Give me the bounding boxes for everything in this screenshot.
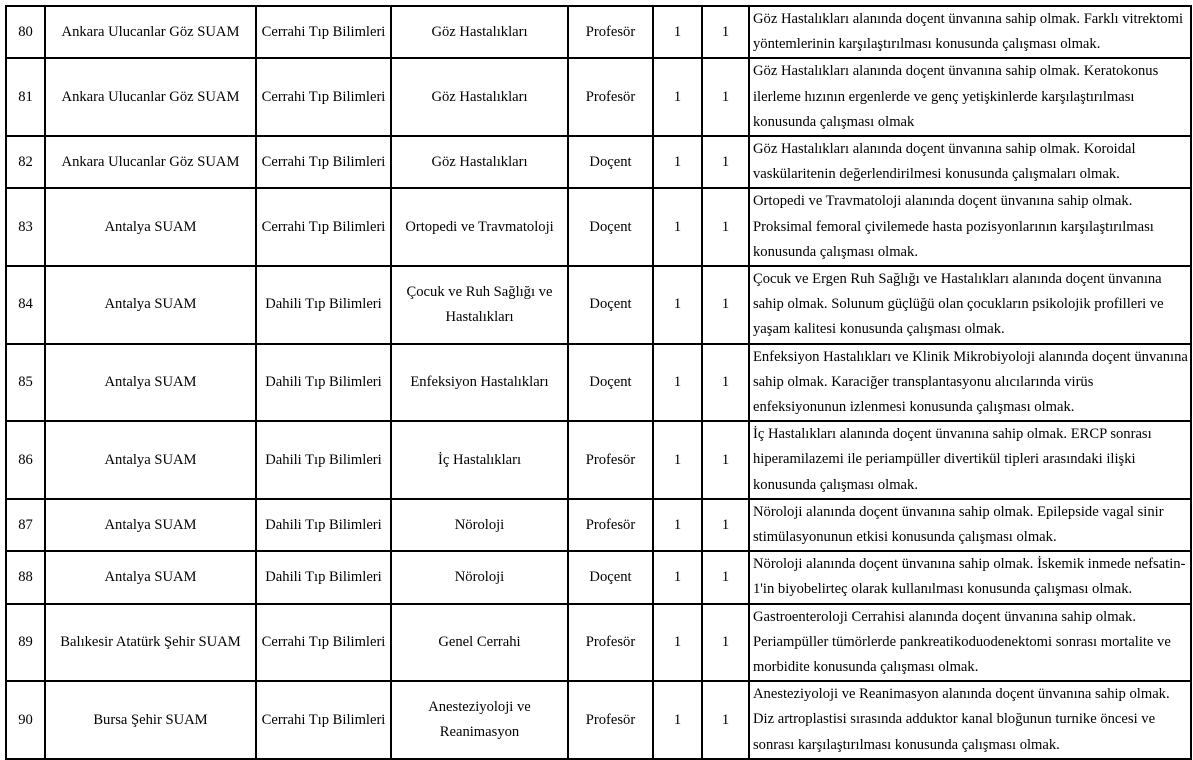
- count2-cell: 1: [702, 499, 749, 551]
- department-cell: Göz Hastalıkları: [391, 136, 568, 188]
- field-cell: Cerrahi Tıp Bilimleri: [256, 58, 391, 136]
- table-row: [6, 604, 1191, 682]
- requirement-cell: Çocuk ve Ergen Ruh Sağlığı ve Hastalıkları alanında doçent ünvanına sahip olmak. Solunum güçlüğü olan çocukların psikolojik profilleri ve yaşam kalitesi konusunda çalışması olmak.: [749, 266, 1191, 344]
- row-number: 85: [6, 344, 45, 422]
- institution-cell: Balıkesir Atatürk Şehir SUAM: [45, 604, 256, 682]
- title-cell: Doçent: [568, 551, 653, 603]
- requirement-cell: Nöroloji alanında doçent ünvanına sahip olmak. İskemik inmede nefsatin-1'in biyobelirteç olarak kullanılması konusunda çalışması olmak.: [749, 551, 1191, 603]
- field-cell: Cerrahi Tıp Bilimleri: [256, 188, 391, 266]
- table-row: [6, 136, 1191, 188]
- title-cell: Profesör: [568, 499, 653, 551]
- department-cell: Genel Cerrahi: [391, 604, 568, 682]
- table-row: [6, 499, 1191, 551]
- title-cell: Doçent: [568, 188, 653, 266]
- department-cell: Ortopedi ve Travmatoloji: [391, 188, 568, 266]
- count2-cell: 1: [702, 421, 749, 499]
- table-body: [6, 6, 1191, 759]
- count1-cell: 1: [653, 344, 702, 422]
- institution-cell: Antalya SUAM: [45, 266, 256, 344]
- requirement-cell: Göz Hastalıkları alanında doçent ünvanına sahip olmak. Koroidal vaskülaritenin değerlendirilmesi konusunda çalışmaları olmak.: [749, 136, 1191, 188]
- field-cell: Dahili Tıp Bilimleri: [256, 344, 391, 422]
- table-row: [6, 58, 1191, 136]
- institution-cell: Ankara Ulucanlar Göz SUAM: [45, 136, 256, 188]
- field-cell: Cerrahi Tıp Bilimleri: [256, 604, 391, 682]
- table-row: [6, 681, 1191, 759]
- count1-cell: 1: [653, 188, 702, 266]
- row-number: 87: [6, 499, 45, 551]
- row-number: 88: [6, 551, 45, 603]
- count1-cell: 1: [653, 58, 702, 136]
- count1-cell: 1: [653, 421, 702, 499]
- requirement-cell: Ortopedi ve Travmatoloji alanında doçent ünvanına sahip olmak. Proksimal femoral çivilemede hasta pozisyonlarının karşılaştırılması konusunda çalışması olmak.: [749, 188, 1191, 266]
- count2-cell: 1: [702, 344, 749, 422]
- institution-cell: Ankara Ulucanlar Göz SUAM: [45, 58, 256, 136]
- table-row: [6, 551, 1191, 603]
- institution-cell: Ankara Ulucanlar Göz SUAM: [45, 6, 256, 58]
- title-cell: Profesör: [568, 681, 653, 759]
- title-cell: Doçent: [568, 344, 653, 422]
- field-cell: Cerrahi Tıp Bilimleri: [256, 136, 391, 188]
- field-cell: Dahili Tıp Bilimleri: [256, 551, 391, 603]
- requirement-cell: Anesteziyoloji ve Reanimasyon alanında doçent ünvanına sahip olmak. Diz artroplastisi sırasında adduktor kanal bloğunun turnike öncesi ve sonrası karşılaştırılması konusunda çalışması olmak.: [749, 681, 1191, 759]
- institution-cell: Bursa Şehir SUAM: [45, 681, 256, 759]
- count2-cell: 1: [702, 604, 749, 682]
- table-row: [6, 344, 1191, 422]
- department-cell: Nöroloji: [391, 551, 568, 603]
- table-row: [6, 266, 1191, 344]
- department-cell: Göz Hastalıkları: [391, 58, 568, 136]
- field-cell: Cerrahi Tıp Bilimleri: [256, 6, 391, 58]
- count1-cell: 1: [653, 681, 702, 759]
- requirement-cell: Göz Hastalıkları alanında doçent ünvanına sahip olmak. Keratokonus ilerleme hızının ergenlerde ve genç yetişkinlerde karşılaştırılması konusunda çalışması olmak: [749, 58, 1191, 136]
- institution-cell: Antalya SUAM: [45, 551, 256, 603]
- department-cell: Enfeksiyon Hastalıkları: [391, 344, 568, 422]
- row-number: 89: [6, 604, 45, 682]
- field-cell: Cerrahi Tıp Bilimleri: [256, 681, 391, 759]
- requirement-cell: İç Hastalıkları alanında doçent ünvanına sahip olmak. ERCP sonrası hiperamilazemi ile periampüller divertikül tipleri arasındaki ilişki konusunda çalışması olmak.: [749, 421, 1191, 499]
- row-number: 84: [6, 266, 45, 344]
- requirement-cell: Nöroloji alanında doçent ünvanına sahip olmak. Epilepside vagal sinir stimülasyonunun etkisi konusunda çalışması olmak.: [749, 499, 1191, 551]
- count2-cell: 1: [702, 6, 749, 58]
- requirement-cell: Göz Hastalıkları alanında doçent ünvanına sahip olmak. Farklı vitrektomi yöntemlerinin karşılaştırılması konusunda çalışması olmak.: [749, 6, 1191, 58]
- row-number: 82: [6, 136, 45, 188]
- table-row: [6, 421, 1191, 499]
- requirement-cell: Enfeksiyon Hastalıkları ve Klinik Mikrobiyoloji alanında doçent ünvanına sahip olmak. Karaciğer transplantasyonu alıcılarında virüs enfeksiyonunun izlenmesi konusunda çalışması olmak.: [749, 344, 1191, 422]
- count1-cell: 1: [653, 604, 702, 682]
- row-number: 80: [6, 6, 45, 58]
- department-cell: Nöroloji: [391, 499, 568, 551]
- row-number: 90: [6, 681, 45, 759]
- department-cell: İç Hastalıkları: [391, 421, 568, 499]
- count2-cell: 1: [702, 266, 749, 344]
- title-cell: Doçent: [568, 136, 653, 188]
- count1-cell: 1: [653, 551, 702, 603]
- table-row: [6, 188, 1191, 266]
- field-cell: Dahili Tıp Bilimleri: [256, 499, 391, 551]
- department-cell: Anesteziyoloji ve Reanimasyon: [391, 681, 568, 759]
- count1-cell: 1: [653, 136, 702, 188]
- title-cell: Profesör: [568, 604, 653, 682]
- count1-cell: 1: [653, 499, 702, 551]
- count2-cell: 1: [702, 681, 749, 759]
- count2-cell: 1: [702, 58, 749, 136]
- count2-cell: 1: [702, 136, 749, 188]
- department-cell: Çocuk ve Ruh Sağlığı ve Hastalıkları: [391, 266, 568, 344]
- title-cell: Profesör: [568, 58, 653, 136]
- count2-cell: 1: [702, 188, 749, 266]
- institution-cell: Antalya SUAM: [45, 499, 256, 551]
- title-cell: Profesör: [568, 421, 653, 499]
- count2-cell: 1: [702, 551, 749, 603]
- field-cell: Dahili Tıp Bilimleri: [256, 421, 391, 499]
- institution-cell: Antalya SUAM: [45, 344, 256, 422]
- institution-cell: Antalya SUAM: [45, 421, 256, 499]
- row-number: 86: [6, 421, 45, 499]
- field-cell: Dahili Tıp Bilimleri: [256, 266, 391, 344]
- positions-table: [5, 5, 1192, 760]
- title-cell: Doçent: [568, 266, 653, 344]
- department-cell: Göz Hastalıkları: [391, 6, 568, 58]
- row-number: 81: [6, 58, 45, 136]
- count1-cell: 1: [653, 266, 702, 344]
- table-row: [6, 6, 1191, 58]
- institution-cell: Antalya SUAM: [45, 188, 256, 266]
- count1-cell: 1: [653, 6, 702, 58]
- title-cell: Profesör: [568, 6, 653, 58]
- row-number: 83: [6, 188, 45, 266]
- requirement-cell: Gastroenteroloji Cerrahisi alanında doçent ünvanına sahip olmak. Periampüller tümörlerde pankreatikoduodenektomi sonrası mortalite ve morbidite konusunda çalışması olmak.: [749, 604, 1191, 682]
